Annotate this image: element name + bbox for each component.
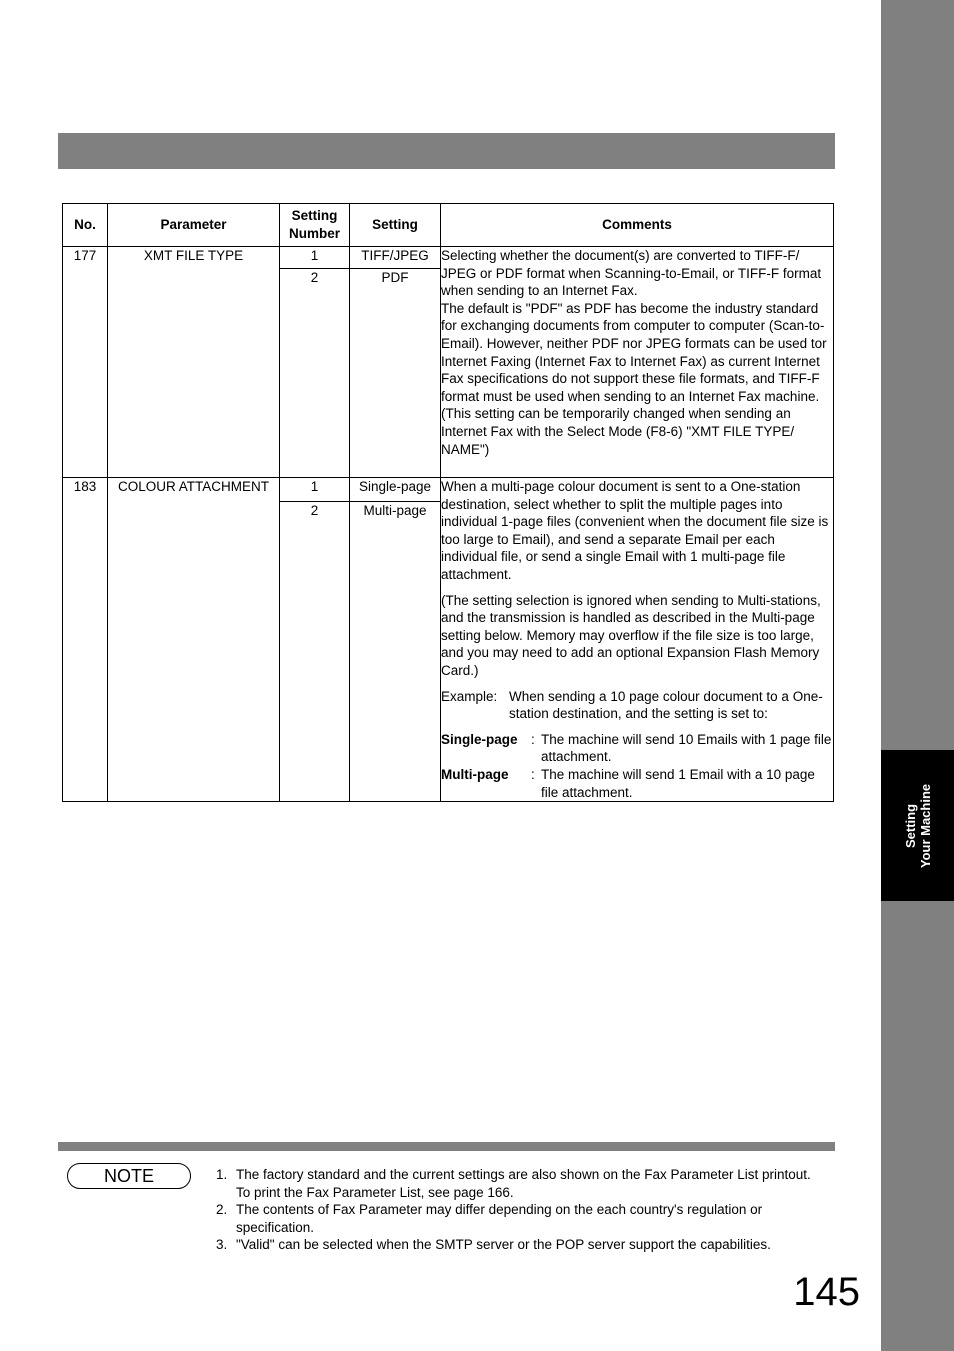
- example-label: Example:: [441, 688, 498, 704]
- note-item: [216, 1236, 816, 1254]
- example-text: When sending a 10 page colour document to a One-station destination, and the setting is set to:: [509, 688, 823, 722]
- definition-colon: :: [531, 766, 535, 782]
- header-setting: Setting: [350, 204, 441, 247]
- header-bar: [58, 133, 835, 169]
- cell-no: 183: [63, 478, 108, 802]
- note-number: 1.: [216, 1167, 228, 1182]
- parameter-table: [62, 203, 834, 802]
- definition-colon: :: [531, 731, 535, 747]
- cell-comments: [441, 478, 834, 802]
- comment-paragraph: (The setting selection is ignored when sending to Multi-stations, and the transmission is handled as described in the Multi-page setting below. Memory may overflow if the file size is too large, and you may need to add an optional Expansion Flash Memory Card.): [441, 592, 821, 678]
- note-text: The contents of Fax Parameter may differ depending on the each country's regulation or specification.: [236, 1202, 763, 1235]
- comment-paragraph: Selecting whether the document(s) are converted to TIFF-F/ JPEG or PDF format when Scanning-to-Email, or TIFF-F format when sending to an Internet Fax.: [441, 248, 822, 299]
- cell-setting-number: 2: [280, 501, 350, 802]
- cell-no: 177: [63, 247, 108, 478]
- side-strip: [881, 0, 954, 1351]
- comment-paragraph: The default is "PDF" as PDF has become the industry standard for exchanging documents from computer to computer (Scan-to-Email). However, neither PDF nor JPEG formats can be used tor Internet Faxing (Internet Fax to Internet Fax) as current Internet Fax specifications do not support these file formats, and TIFF-F format must be used when sending to an Internet Fax machine.: [441, 300, 827, 404]
- definition-item: [441, 766, 833, 801]
- section-tab-label: [903, 783, 933, 867]
- note-text: "Valid" can be selected when the SMTP server or the POP server support the capabilities.: [236, 1237, 771, 1253]
- definition-term: Single-page: [441, 731, 518, 747]
- cell-setting: PDF: [350, 269, 441, 478]
- cell-parameter: COLOUR ATTACHMENT: [108, 478, 280, 802]
- cell-setting-number: 2: [280, 269, 350, 478]
- footer-bar: [58, 1142, 835, 1151]
- cell-setting: TIFF/JPEG: [350, 247, 441, 269]
- example-block: [441, 688, 833, 723]
- section-tab-line2: Your Machine: [917, 783, 933, 868]
- note-number: 2.: [216, 1202, 228, 1218]
- header-setting-number: Setting Number: [280, 204, 350, 247]
- cell-parameter: XMT FILE TYPE: [108, 247, 280, 478]
- note-item: [216, 1201, 816, 1236]
- page-number: 145: [793, 1270, 860, 1314]
- comment-paragraph: When a multi-page colour document is sent to a One-station destination, select whether to split the multiple pages into individual 1-page files (convenient when the document file size is too large to Email), and send a separate Email per each individual file, or send a single Email with 1 multi-page file attachment.: [441, 479, 829, 582]
- cell-setting-number: 1: [280, 478, 350, 502]
- definition-list: [441, 731, 833, 801]
- cell-comments: [441, 247, 834, 478]
- note-text: The factory standard and the current settings are also shown on the Fax Parameter List printout. To print the Fax Parameter List, see page 166.: [236, 1167, 811, 1200]
- table-header-row: [63, 204, 834, 247]
- cell-setting: Multi-page: [350, 501, 441, 802]
- definition-desc: The machine will send 10 Emails with 1 page file attachment.: [541, 731, 832, 765]
- note-badge: NOTE: [67, 1163, 191, 1189]
- header-no: No.: [63, 204, 108, 247]
- note-item: [216, 1166, 816, 1201]
- header-comments: Comments: [441, 204, 834, 247]
- table-row: [63, 478, 834, 502]
- cell-setting: Single-page: [350, 478, 441, 502]
- note-number: 3.: [216, 1237, 228, 1253]
- table-row: [63, 247, 834, 269]
- comment-paragraph: (This setting can be temporarily changed when sending an Internet Fax with the Select Mode (F8-6) "XMT FILE TYPE/ NAME"): [441, 406, 795, 457]
- cell-setting-number: 1: [280, 247, 350, 269]
- header-parameter: Parameter: [108, 204, 280, 247]
- definition-desc: The machine will send 1 Email with a 10 page file attachment.: [541, 766, 815, 800]
- definition-item: [441, 731, 833, 766]
- definition-term: Multi-page: [441, 766, 509, 782]
- section-tab-line1: Setting: [902, 803, 918, 848]
- note-list: [216, 1166, 816, 1254]
- section-tab: [881, 750, 954, 901]
